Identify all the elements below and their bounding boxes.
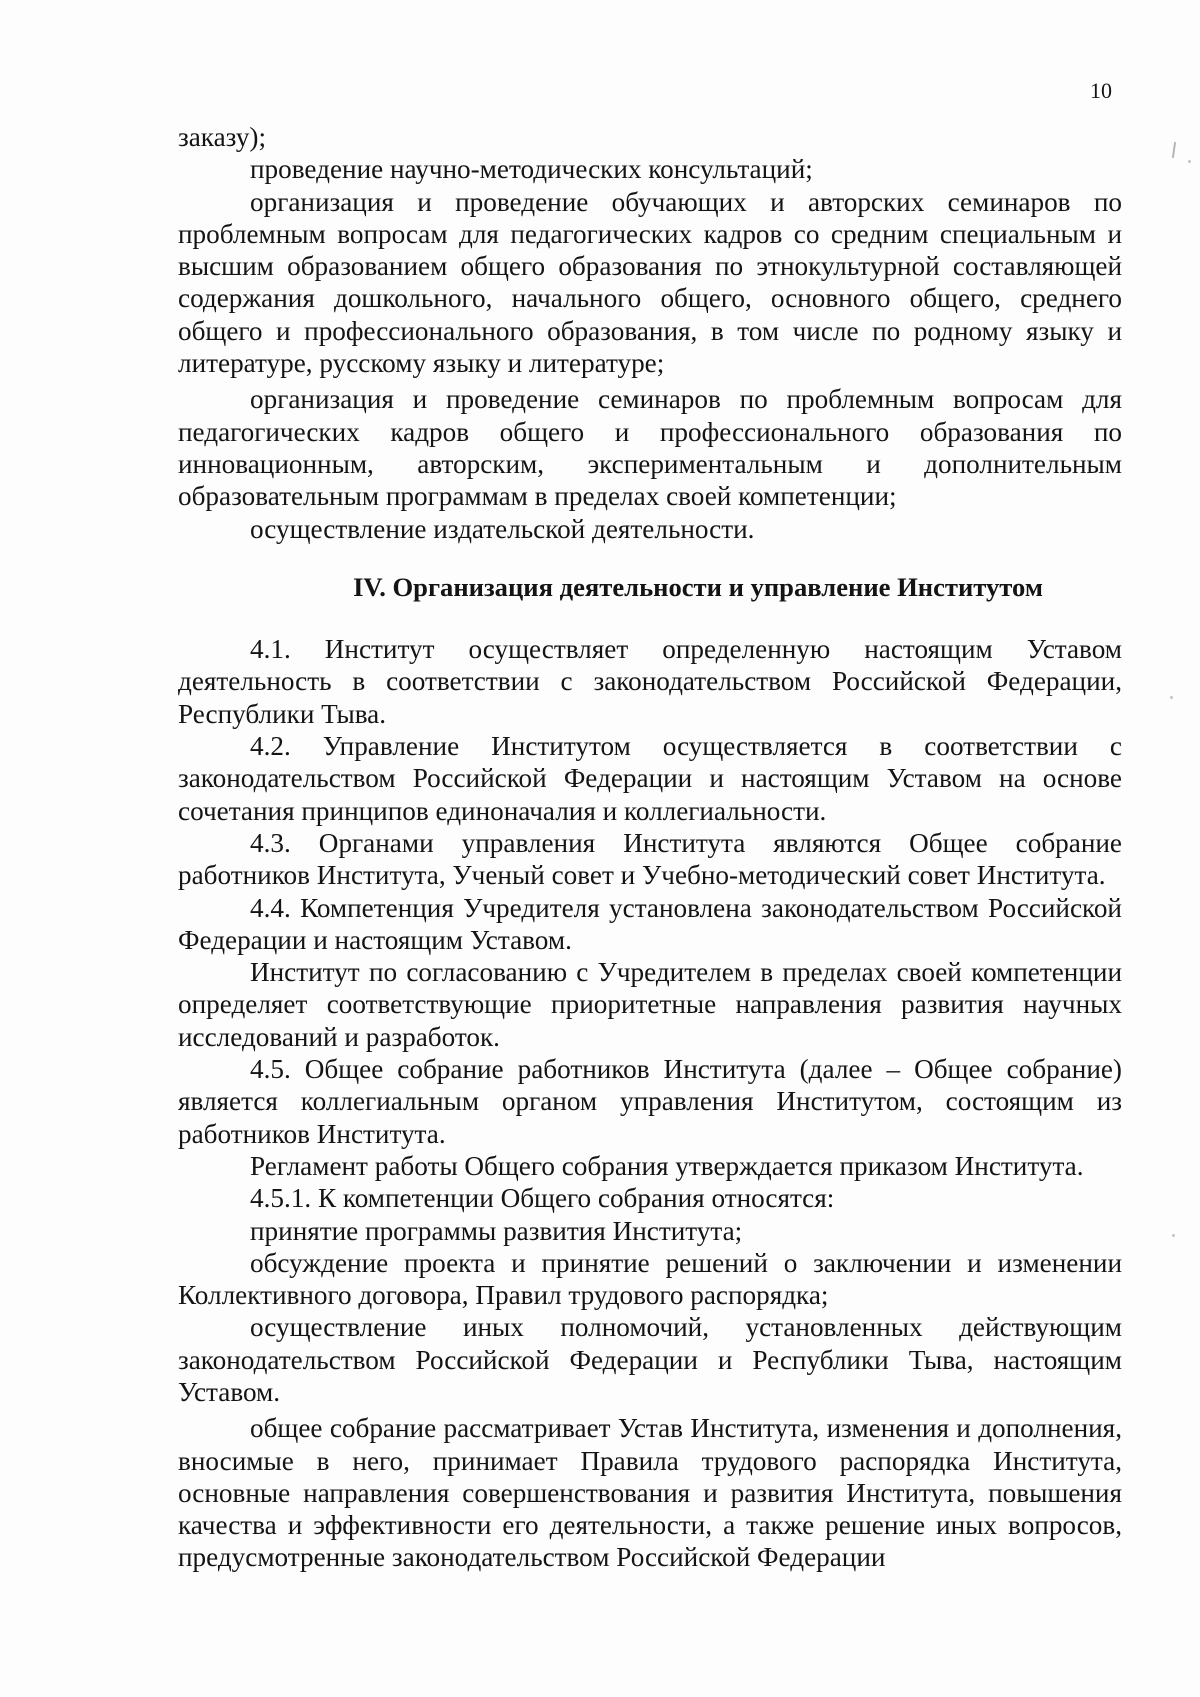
section-title: IV. Организация деятельности и управление Институтом xyxy=(353,571,1043,602)
paragraph: 4.2. Управление Институтом осуществляется в соответствии с законодательством Российской Федерации и настоящим Уставом на основе сочетания принципов единоначалия и коллегиальности. xyxy=(178,731,1122,826)
paragraph: Регламент работы Общего собрания утверждается приказом Института. xyxy=(250,1150,1084,1181)
scan-dot xyxy=(1170,696,1173,699)
paragraph: организация и проведение семинаров по проблемным вопросам для педагогических кадров общего и профессионального образования по инновационным, авторским, экспериментальным и дополнительным образовательным программам в пределах своей компетенции; xyxy=(178,384,1122,512)
paragraph: 4.4. Компетенция Учредителя установлена законодательством Российской Федерации и настоящим Уставом. xyxy=(178,892,1122,955)
scan-dot xyxy=(1172,1234,1175,1237)
paragraph: проведение научно-методических консультаций; xyxy=(250,154,813,185)
paragraph: 4.5.1. К компетенции Общего собрания относятся: xyxy=(250,1183,835,1214)
paragraph: принятие программы развития Института; xyxy=(250,1215,743,1246)
paragraph: 4.5. Общее собрание работников Института (далее – Общее собрание) является коллегиальным органом управления Институтом, состоящим из работников Института. xyxy=(178,1054,1122,1149)
scan-dot xyxy=(1188,160,1191,163)
paragraph: 4.1. Институт осуществляет определенную настоящим Уставом деятельность в соответствии с законодательством Российской Федерации, Республики Тыва. xyxy=(178,634,1122,729)
paragraph: осуществление иных полномочий, установленных действующим законодательством Российской Федерации и Республики Тыва, настоящим Уставом. xyxy=(178,1312,1122,1407)
page-number: 10 xyxy=(1090,78,1112,103)
scan-mark xyxy=(1172,142,1176,158)
paragraph: осуществление издательской деятельности. xyxy=(250,513,755,544)
paragraph: заказу); xyxy=(178,122,267,152)
paragraph: организация и проведение обучающих и авторских семинаров по проблемным вопросам для педагогических кадров со средним специальным и высшим образованием общего образования по этнокультурной составляющей содержания дошкольного, начального общего, основного общего, среднего общего и профессионального образования, в том числе по родному языку и литературе, русскому языку и литературе; xyxy=(178,186,1122,379)
paragraph: 4.3. Органами управления Института являются Общее собрание работников Института, Ученый совет и Учебно-методический совет Института. xyxy=(178,827,1122,891)
paragraph: Институт по согласованию с Учредителем в пределах своей компетенции определяет соответствующие приоритетные направления развития научных исследований и разработок. xyxy=(178,957,1122,1052)
paragraph: обсуждение проекта и принятие решений о заключении и изменении Коллективного договора, Правил трудового распорядка; xyxy=(178,1247,1122,1311)
paragraph: общее собрание рассматривает Устав Института, изменения и дополнения, вносимые в него, принимает Правила трудового распорядка Института, основные направления совершенствования и развития Института, повышения качества и эффективности его деятельности, а также решение иных вопросов, предусмотренные законодательством Российской Федерации xyxy=(178,1413,1122,1573)
document-body xyxy=(178,121,1122,1574)
